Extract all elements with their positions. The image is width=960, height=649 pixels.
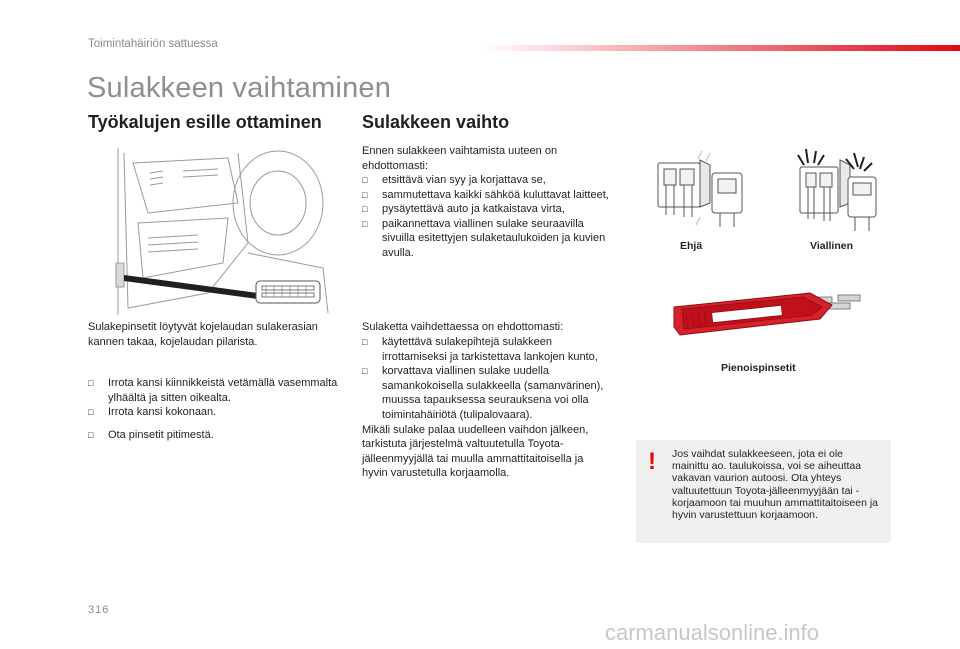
warning-text: Jos vaihdat sulakkeeseen, jota ei ole mainittu ao. taulukoissa, voi se aiheuttaa vakavan vaurion autoosi. Ota yhteys valtuutettuun Toyota-jälleenmyyjään tai -korjaamoon tai muuhun ammattitaitoiseen ja hyvin varustettuun korjaamoon. [672,448,879,522]
during-item: □ käytettävä sulakepihtejä sulakkeen irrottamiseksi ja tarkistettava lankojen kunto, [362,335,612,364]
tools-step: □ Ota pinsetit pitimestä. [88,428,346,443]
before-item: □ etsittävä vian syy ja korjattava se, [362,173,612,188]
before-item: □ sammutettava kaikki sähköä kuluttavat laitteet, [362,188,612,203]
fuse-bad-icon [798,149,876,231]
before-item: □ pysäytettävä auto ja katkaistava virta, [362,202,612,217]
fuse-good-label: Ehjä [680,240,703,252]
tools-steps [88,376,346,442]
during-item: □ korvattava viallinen sulake uudella samankokoisella sulakkeella (samanvärinen), muussa tapauksessa seurauksena voi olla toimintahäiriötä (tulipalovaara). [362,364,612,422]
during-intro: Sulaketta vaihdettaessa on ehdottomasti: [362,321,564,333]
tools-heading: Työkalujen esille ottaminen [88,112,322,132]
watermark: carmanualsonline.info [605,620,820,645]
tool-label: Pienoispinsetit [721,362,796,374]
dashboard-illustration [88,143,340,320]
tools-intro: Sulakepinsetit löytyvät kojelaudan sulakerasian kannen takaa, kojelaudan pilarista. [88,321,318,348]
before-item: □ paikannettava viallinen sulake seuraavilla sivuilla esitettyjen sulaketaulukoiden ja kuvien avulla. [362,217,612,261]
before-intro: Ennen sulakkeen vaihtamista uuteen on ehdottomasti: [362,145,558,172]
tools-step: □ Irrota kansi kiinnikkeistä vetämällä vasemmalta ylhäältä ja sitten oikealta. [88,376,346,405]
page-number: 316 [88,604,110,616]
closing-note: Mikäli sulake palaa uudelleen vaihdon jälkeen, tarkistuta järjestelmä valtuutetulla Toyota-jälleenmyyjällä tai muulla ammattitaitoisella ja hyvin varustetulla korjaamolla. [362,423,589,480]
fuse-illustrations [640,145,880,240]
during-list [362,335,612,481]
section-label: Toimintahäiriön sattuessa [88,38,218,50]
warning-icon: ! [648,448,656,475]
fuse-bad-label: Viallinen [810,240,853,252]
fuse-good-icon [658,151,742,227]
fuse-change-heading: Sulakkeen vaihto [362,112,510,132]
tools-step: □ Irrota kansi kokonaan. [88,405,346,420]
page-title: Sulakkeen vaihtaminen [87,72,392,104]
header-accent-bar [480,45,960,51]
before-list [362,173,612,261]
fuse-puller-icon [672,285,868,343]
